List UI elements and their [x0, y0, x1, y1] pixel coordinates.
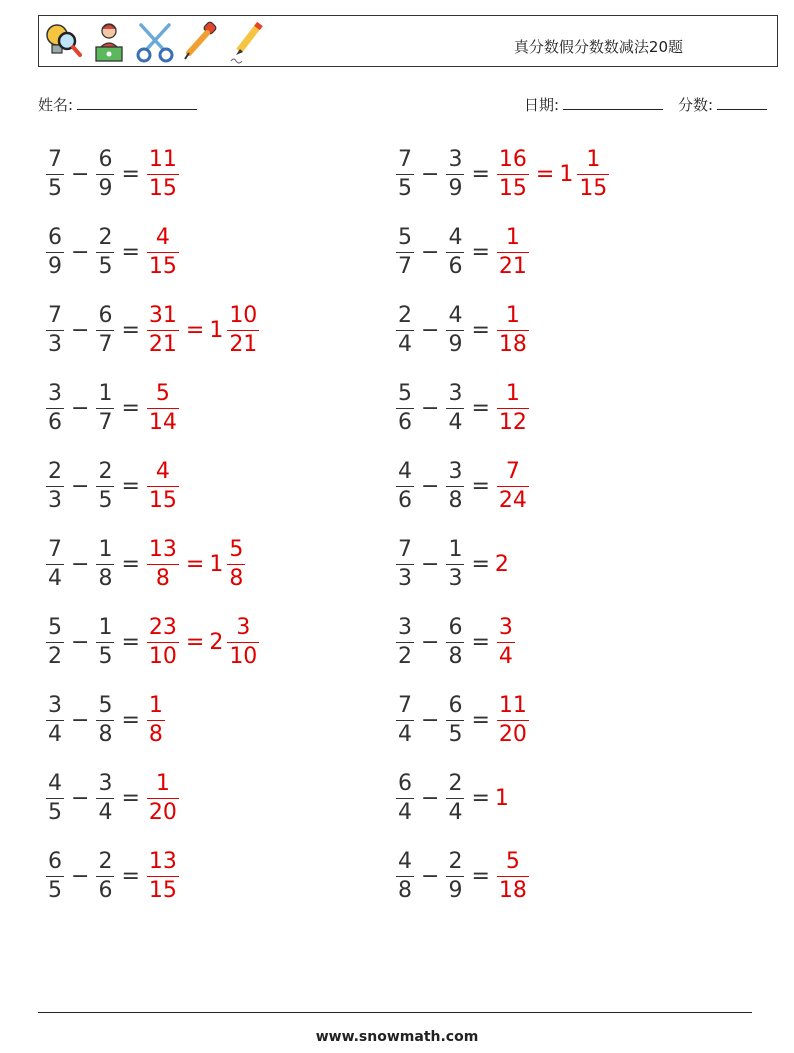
name-field	[38, 94, 197, 115]
denominator: 9	[48, 253, 62, 279]
denominator: 5	[48, 175, 62, 201]
numerator: 4	[155, 458, 170, 484]
numerator: 1	[586, 146, 601, 172]
numerator: 1	[155, 770, 170, 796]
fraction	[497, 692, 529, 749]
fraction	[46, 146, 64, 203]
numerator: 2	[48, 458, 62, 484]
answer	[495, 786, 509, 811]
numerator: 7	[398, 536, 412, 562]
numerator: 7	[48, 536, 62, 562]
minus-sign: −	[421, 473, 440, 499]
denominator: 6	[398, 409, 412, 435]
numerator: 1	[98, 380, 113, 406]
denominator: 5	[448, 721, 463, 747]
denominator: 4	[398, 331, 412, 357]
denominator: 18	[498, 331, 527, 357]
fraction	[96, 692, 114, 749]
numerator: 5	[229, 536, 244, 562]
equals-sign: =	[121, 629, 140, 655]
denominator: 15	[498, 175, 527, 201]
fraction	[46, 302, 64, 359]
fraction	[396, 302, 414, 359]
fraction	[147, 848, 179, 905]
answer	[145, 146, 181, 203]
fraction	[446, 848, 464, 905]
fraction	[96, 770, 114, 827]
fraction	[46, 458, 64, 515]
problem-item	[44, 844, 181, 908]
worksheet-title: 真分数假分数数减法20题	[513, 38, 683, 56]
fraction	[96, 614, 114, 671]
numerator: 13	[148, 536, 177, 562]
denominator: 4	[448, 799, 463, 825]
answer-whole: 2	[494, 551, 509, 577]
fraction	[396, 614, 414, 671]
date-blank[interactable]	[563, 94, 663, 110]
denominator: 10	[229, 643, 258, 669]
equals-sign: =	[471, 161, 490, 187]
fraction	[147, 536, 179, 593]
denominator: 7	[398, 253, 412, 279]
denominator: 15	[148, 877, 177, 903]
fraction	[396, 380, 414, 437]
answer	[145, 848, 181, 905]
denominator: 6	[448, 253, 463, 279]
numerator: 4	[448, 302, 463, 328]
denominator: 4	[498, 643, 513, 669]
minus-sign: −	[421, 863, 440, 889]
answer	[145, 302, 261, 359]
denominator: 8	[148, 721, 163, 747]
answer	[145, 692, 167, 749]
numerator: 7	[48, 146, 62, 172]
score-label: 分数:	[678, 96, 714, 114]
equals-sign: =	[121, 317, 140, 343]
fraction	[446, 614, 464, 671]
fraction	[96, 224, 114, 281]
numerator: 2	[98, 224, 113, 250]
footer-divider	[38, 1012, 752, 1013]
minus-sign: −	[421, 629, 440, 655]
denominator: 18	[498, 877, 527, 903]
problem-item	[394, 610, 517, 674]
date-field	[524, 94, 663, 115]
denominator: 4	[448, 409, 463, 435]
fraction	[96, 458, 114, 515]
answer	[495, 380, 531, 437]
fraction	[147, 458, 179, 515]
answer	[145, 614, 261, 671]
answer	[495, 552, 509, 577]
answer-whole: 1	[494, 785, 509, 811]
numerator: 2	[448, 770, 463, 796]
fraction	[227, 536, 245, 593]
denominator: 5	[48, 877, 62, 903]
denominator: 4	[48, 721, 62, 747]
fraction	[446, 302, 464, 359]
numerator: 1	[505, 302, 520, 328]
numerator: 6	[48, 848, 62, 874]
lightbulb-magnifier-icon	[43, 19, 83, 65]
problem-item	[394, 376, 531, 440]
problem-item	[394, 454, 531, 518]
numerator: 3	[448, 146, 463, 172]
denominator: 4	[48, 565, 62, 591]
problem-item	[44, 610, 261, 674]
numerator: 1	[448, 536, 463, 562]
minus-sign: −	[71, 473, 90, 499]
equals-sign: =	[471, 317, 490, 343]
equals-sign: =	[471, 785, 490, 811]
fraction	[46, 770, 64, 827]
denominator: 5	[98, 253, 113, 279]
denominator: 10	[148, 643, 177, 669]
numerator: 6	[398, 770, 412, 796]
fraction	[96, 536, 114, 593]
fraction	[96, 380, 114, 437]
numerator: 5	[98, 692, 113, 718]
denominator: 8	[448, 643, 463, 669]
numerator: 11	[498, 692, 527, 718]
equals-sign: =	[471, 629, 490, 655]
scissors-icon	[135, 19, 175, 65]
numerator: 1	[505, 380, 520, 406]
numerator: 5	[155, 380, 170, 406]
numerator: 3	[48, 380, 62, 406]
answer	[495, 458, 531, 515]
denominator: 8	[155, 565, 170, 591]
fraction	[497, 224, 529, 281]
answer	[495, 224, 531, 281]
denominator: 6	[98, 877, 113, 903]
fraction	[446, 692, 464, 749]
numerator: 7	[398, 692, 412, 718]
answer	[145, 536, 247, 593]
numerator: 2	[98, 458, 113, 484]
numerator: 3	[448, 380, 463, 406]
numerator: 4	[155, 224, 170, 250]
denominator: 3	[48, 331, 62, 357]
fraction	[147, 692, 165, 749]
denominator: 8	[98, 721, 113, 747]
fraction	[577, 146, 609, 203]
fraction	[497, 302, 529, 359]
minus-sign: −	[421, 551, 440, 577]
denominator: 9	[448, 877, 463, 903]
denominator: 5	[398, 175, 412, 201]
fraction	[147, 614, 179, 671]
denominator: 21	[148, 331, 177, 357]
problem-item	[44, 142, 181, 206]
denominator: 8	[398, 877, 412, 903]
answer	[495, 848, 531, 905]
fraction	[446, 458, 464, 515]
denominator: 8	[229, 565, 244, 591]
minus-sign: −	[421, 317, 440, 343]
denominator: 5	[98, 643, 113, 669]
name-blank[interactable]	[77, 94, 197, 110]
equals-sign: =	[471, 863, 490, 889]
problem-item	[44, 454, 181, 518]
footer-url: www.snowmath.com	[315, 1029, 479, 1045]
numerator: 4	[398, 848, 412, 874]
problem-item	[44, 532, 247, 596]
denominator: 9	[448, 331, 463, 357]
minus-sign: −	[421, 395, 440, 421]
numerator: 1	[505, 224, 520, 250]
problem-item	[394, 844, 531, 908]
problem-item	[44, 220, 181, 284]
fraction	[147, 224, 179, 281]
minus-sign: −	[71, 395, 90, 421]
denominator: 5	[48, 799, 62, 825]
fraction	[147, 380, 179, 437]
fraction	[446, 380, 464, 437]
fraction	[396, 848, 414, 905]
fraction	[497, 146, 529, 203]
minus-sign: −	[421, 239, 440, 265]
equals-sign: =	[471, 395, 490, 421]
fraction	[227, 614, 259, 671]
numerator: 3	[48, 692, 62, 718]
numerator: 1	[98, 536, 113, 562]
denominator: 3	[448, 565, 463, 591]
answer	[495, 692, 531, 749]
equals-sign: =	[121, 707, 140, 733]
answer	[495, 146, 611, 203]
date-label: 日期:	[524, 96, 560, 114]
denominator: 6	[48, 409, 62, 435]
minus-sign: −	[421, 161, 440, 187]
denominator: 2	[398, 643, 412, 669]
numerator: 6	[48, 224, 62, 250]
problem-item	[44, 688, 167, 752]
fraction	[396, 146, 414, 203]
fraction	[446, 146, 464, 203]
denominator: 4	[398, 799, 412, 825]
fraction	[147, 770, 179, 827]
problem-item	[44, 376, 181, 440]
fraction	[446, 770, 464, 827]
denominator: 15	[148, 487, 177, 513]
minus-sign: −	[71, 161, 90, 187]
minus-sign: −	[71, 707, 90, 733]
denominator: 21	[498, 253, 527, 279]
fraction	[147, 302, 179, 359]
minus-sign: −	[71, 863, 90, 889]
numerator: 5	[505, 848, 520, 874]
teacher-laptop-icon	[89, 19, 129, 65]
numerator: 3	[398, 614, 412, 640]
answer	[145, 770, 181, 827]
denominator: 4	[98, 799, 113, 825]
denominator: 21	[229, 331, 258, 357]
fraction	[497, 848, 529, 905]
minus-sign: −	[71, 785, 90, 811]
numerator: 6	[448, 614, 463, 640]
minus-sign: −	[71, 317, 90, 343]
numerator: 4	[398, 458, 412, 484]
fraction	[497, 458, 529, 515]
minus-sign: −	[71, 551, 90, 577]
fraction	[497, 614, 515, 671]
fraction	[96, 146, 114, 203]
equals-sign: =	[471, 551, 490, 577]
numerator: 3	[448, 458, 463, 484]
equals-sign: =	[471, 707, 490, 733]
denominator: 7	[98, 331, 113, 357]
denominator: 15	[579, 175, 608, 201]
score-blank[interactable]	[717, 94, 767, 110]
denominator: 14	[148, 409, 177, 435]
problem-item	[394, 142, 611, 206]
problem-item	[44, 298, 261, 362]
denominator: 4	[398, 721, 412, 747]
denominator: 12	[498, 409, 527, 435]
denominator: 8	[98, 565, 113, 591]
fraction	[497, 380, 529, 437]
numerator: 7	[505, 458, 520, 484]
equals-sign: =	[121, 551, 140, 577]
answer	[145, 380, 181, 437]
numerator: 3	[236, 614, 251, 640]
denominator: 24	[498, 487, 527, 513]
numerator: 6	[98, 302, 113, 328]
fraction	[396, 770, 414, 827]
equals-sign: =	[121, 863, 140, 889]
pencil-icon	[227, 19, 267, 65]
answer	[145, 224, 181, 281]
numerator: 5	[398, 380, 412, 406]
problem-item	[394, 532, 509, 596]
equals-sign: =	[185, 551, 205, 577]
numerator: 7	[398, 146, 412, 172]
numerator: 2	[448, 848, 463, 874]
denominator: 6	[398, 487, 412, 513]
problem-item	[44, 766, 181, 830]
minus-sign: −	[421, 785, 440, 811]
numerator: 5	[48, 614, 62, 640]
minus-sign: −	[421, 707, 440, 733]
numerator: 13	[148, 848, 177, 874]
fraction	[46, 536, 64, 593]
fraction	[446, 536, 464, 593]
problem-item	[394, 688, 531, 752]
name-label: 姓名:	[38, 96, 74, 114]
problem-item	[394, 220, 531, 284]
minus-sign: −	[71, 629, 90, 655]
denominator: 3	[398, 565, 412, 591]
numerator: 3	[98, 770, 113, 796]
eyedropper-icon	[181, 19, 221, 65]
fraction	[227, 302, 259, 359]
answer	[495, 302, 531, 359]
fraction	[96, 302, 114, 359]
denominator: 7	[98, 409, 113, 435]
fraction	[396, 224, 414, 281]
fraction	[396, 458, 414, 515]
problem-item	[394, 766, 509, 830]
numerator: 6	[98, 146, 113, 172]
minus-sign: −	[71, 239, 90, 265]
numerator: 23	[148, 614, 177, 640]
denominator: 9	[98, 175, 113, 201]
denominator: 20	[498, 721, 527, 747]
mixed-whole: 1	[559, 161, 574, 187]
fraction	[396, 692, 414, 749]
numerator: 16	[498, 146, 527, 172]
numerator: 3	[498, 614, 513, 640]
equals-sign: =	[535, 161, 555, 187]
numerator: 31	[148, 302, 177, 328]
header-box	[38, 15, 778, 67]
equals-sign: =	[471, 473, 490, 499]
equals-sign: =	[185, 629, 205, 655]
answer	[145, 458, 181, 515]
equals-sign: =	[471, 239, 490, 265]
denominator: 15	[148, 175, 177, 201]
denominator: 3	[48, 487, 62, 513]
header-icons	[43, 19, 267, 65]
equals-sign: =	[121, 395, 140, 421]
equals-sign: =	[121, 785, 140, 811]
fraction	[96, 848, 114, 905]
mixed-whole: 2	[209, 629, 224, 655]
fraction	[396, 536, 414, 593]
numerator: 7	[48, 302, 62, 328]
fraction	[46, 614, 64, 671]
numerator: 6	[448, 692, 463, 718]
denominator: 20	[148, 799, 177, 825]
denominator: 5	[98, 487, 113, 513]
denominator: 9	[448, 175, 463, 201]
fraction	[446, 224, 464, 281]
numerator: 2	[398, 302, 412, 328]
numerator: 5	[398, 224, 412, 250]
numerator: 4	[48, 770, 62, 796]
numerator: 10	[229, 302, 258, 328]
equals-sign: =	[121, 239, 140, 265]
mixed-whole: 1	[209, 317, 224, 343]
denominator: 2	[48, 643, 62, 669]
equals-sign: =	[121, 161, 140, 187]
numerator: 1	[148, 692, 163, 718]
mixed-whole: 1	[209, 551, 224, 577]
numerator: 2	[98, 848, 113, 874]
numerator: 11	[148, 146, 177, 172]
fraction	[46, 848, 64, 905]
denominator: 15	[148, 253, 177, 279]
numerator: 4	[448, 224, 463, 250]
fraction	[46, 380, 64, 437]
score-field	[678, 94, 767, 115]
equals-sign: =	[121, 473, 140, 499]
fraction	[147, 146, 179, 203]
answer	[495, 614, 517, 671]
numerator: 1	[98, 614, 113, 640]
denominator: 8	[448, 487, 463, 513]
fraction	[46, 692, 64, 749]
equals-sign: =	[185, 317, 205, 343]
fraction	[46, 224, 64, 281]
problem-item	[394, 298, 531, 362]
